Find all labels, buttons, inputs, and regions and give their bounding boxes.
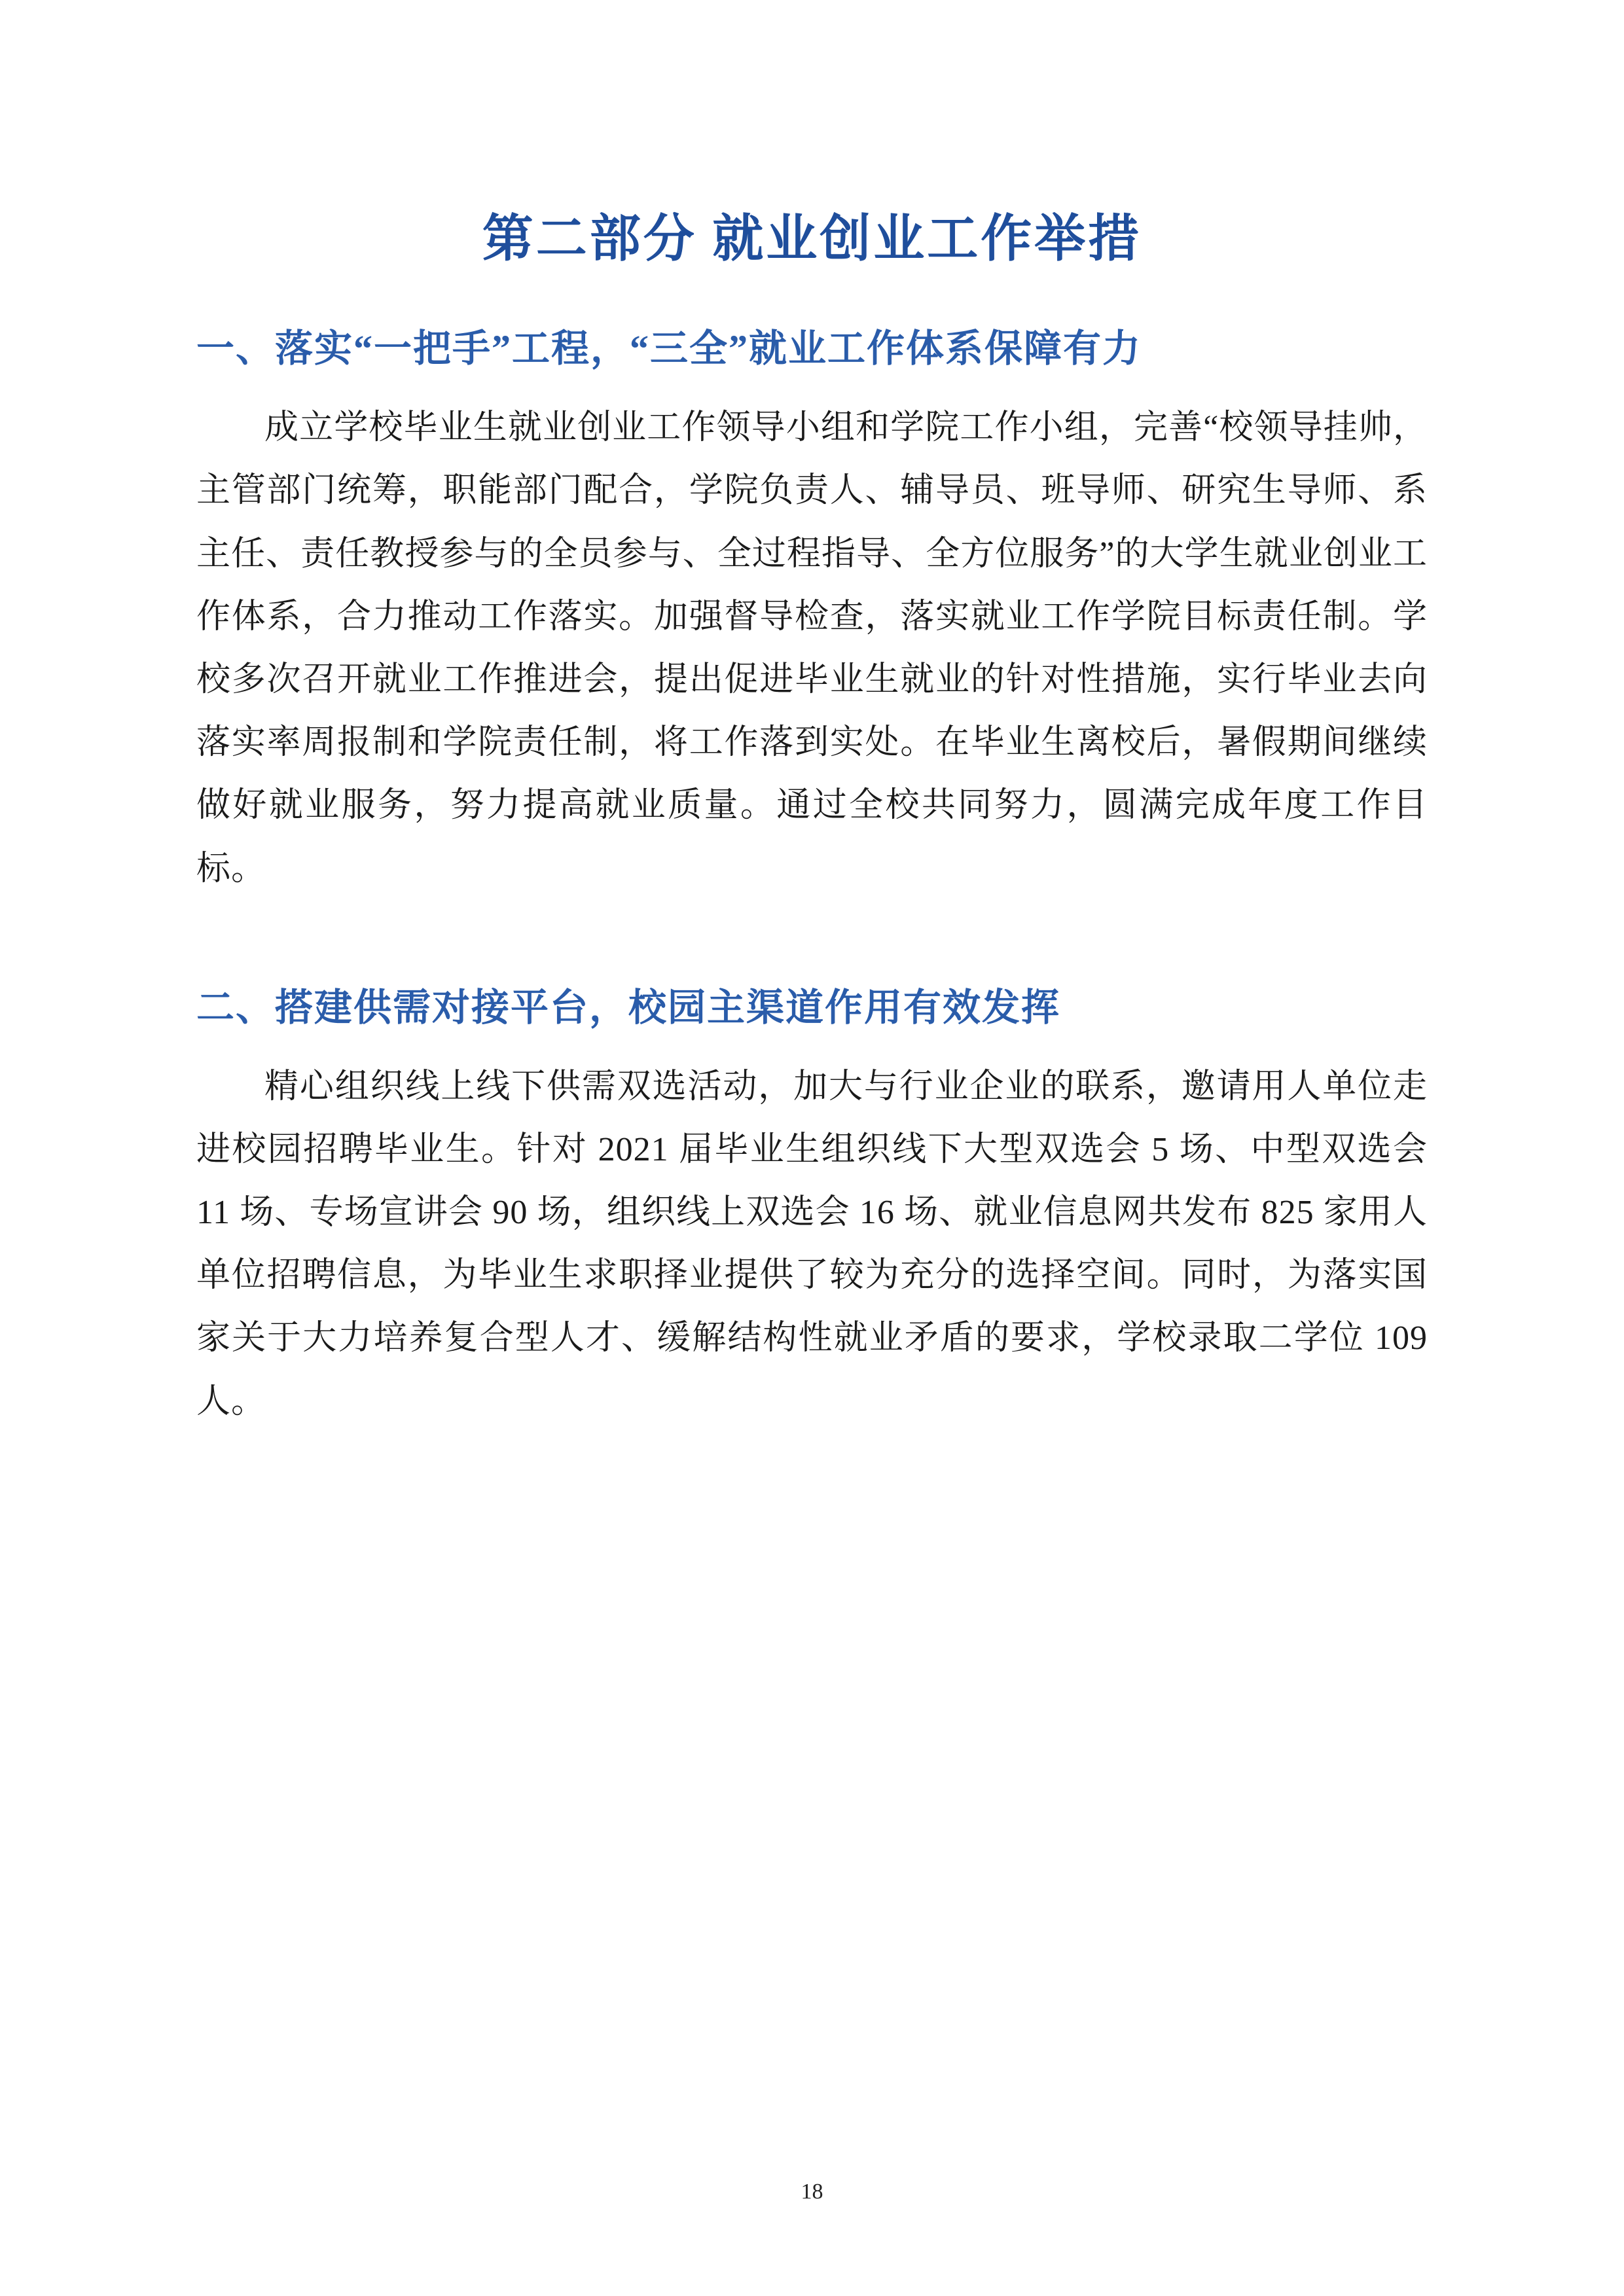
page-title: 第二部分 就业创业工作举措 (482, 210, 1142, 267)
page-number: 18 (801, 2179, 823, 2204)
section-heading-two: 二、搭建供需对接平台，校园主渠道作用有效发挥 (196, 986, 1061, 1029)
section-heading-one: 一、落实“一把手”工程，“三全”就业工作体系保障有力 (196, 327, 1142, 370)
section-paragraph-two: 精心组织线上线下供需双选活动，加大与行业企业的联系，邀请用人单位走进校园招聘毕业生。针对 2021 届毕业生组织线下大型双选会 5 场、中型双选会 11 场、专场宣讲会 90 场，组织线上双选会 16 场、就业信息网共发布 825 家用人单位招聘信息，为毕业生求职择业提供了较为充分的选择空间。同时，为落实国家关于大力培养复合型人才、缓解结构性就业矛盾的要求，学校录取二学位 109 人。 (196, 1067, 1428, 1420)
section-paragraph-one: 成立学校毕业生就业创业工作领导小组和学院工作小组，完善“校领导挂帅，主管部门统筹，职能部门配合，学院负责人、辅导员、班导师、研究生导师、系主任、责任教授参与的全员参与、全过程指导、全方位服务”的大学生就业创业工作体系，合力推动工作落实。加强督导检查，落实就业工作学院目标责任制。学校多次召开就业工作推进会，提出促进毕业生就业的针对性措施，实行毕业去向落实率周报制和学院责任制，将工作落到实处。在毕业生离校后，暑假期间继续做好就业服务，努力提高就业质量。通过全校共同努力，圆满完成年度工作目标。 (196, 409, 1428, 888)
